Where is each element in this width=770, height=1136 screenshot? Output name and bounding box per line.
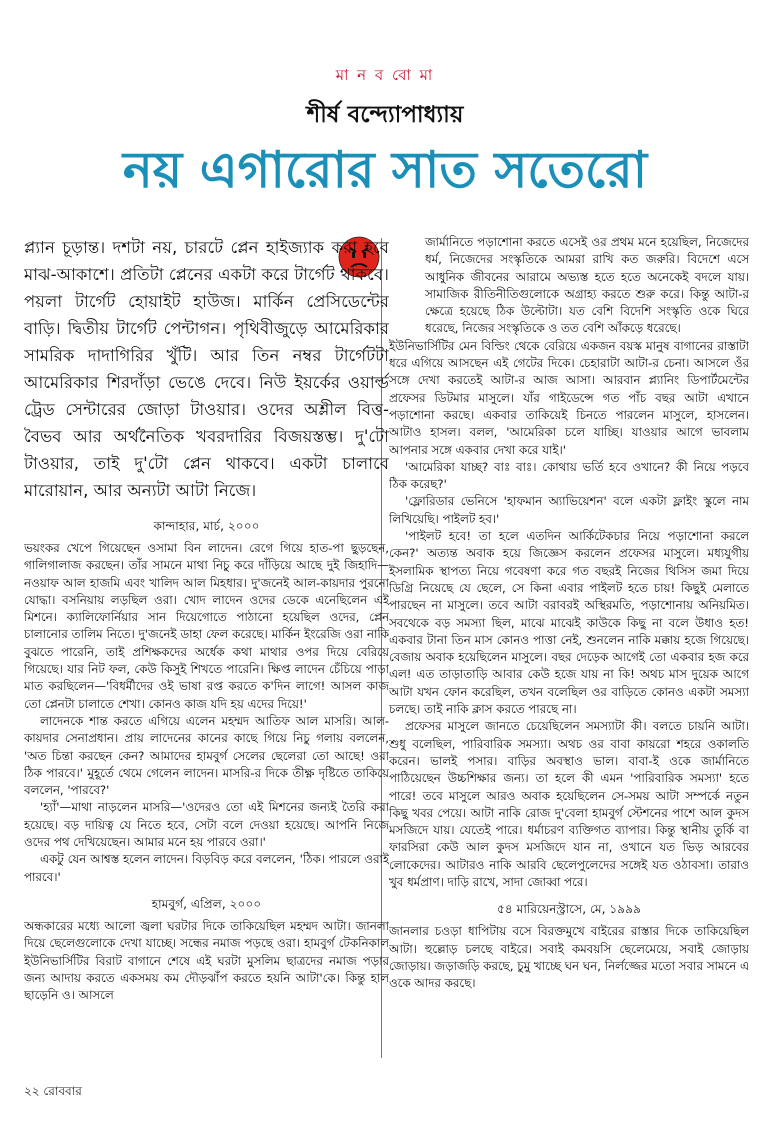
dateline-hamburg: হামবুর্গ, এপ্রিল, ২০০০	[151, 896, 262, 911]
body-paragraph: 'পাইলট হবে! তা হলে এতদিন আর্কিটেকচার নিয়ে পড়াশোনা করলে কেন?' অত্যন্ত অবাক হয়ে জিজ্ঞেস করলেন প্রফেসর মাসুলে। মধ্যযুগীয় ইসলামিক স্থাপত্য নিয়ে গবেষণা করে গত বছরই নিজের থিসিস জমা দিয়ে ডিগ্রি নিয়েছে যে ছেলে, সে কিনা এবার পাইলট হতে চায়! কিছুই মেলাতে পারছেন না মাসুলে। তবে আটা বরাবরই অস্থিরমতি, পড়াশোনায় অনিয়মিত। সবথেকে বড় সমস্যা ছিল, মাঝে মাঝেই কাউকে কিছু না বলে উধাও হত! একবার টানা তিন মাস কোনও পাত্তা নেই, শুনলেন নাকি মক্কায় হজে গিয়েছে। বেজায় অবাক হয়েছিলেন মাসুলে। বছর দেড়েক আগেই তো একবার হজ করে এল! এত তাড়াতাড়ি আবার কেউ হজে যায় না কি! অথচ মাস দুয়েক আগে আটা যখন ফোন করেছিল, তখন বলেছিল ওর বাড়িতে কোনও একটা সমস্যা চলছে। তাই নাকি ক্লাস করতে পারছে না।	[389, 529, 749, 717]
body-paragraph: প্রফেসর মাসুলে জানতে চেয়েছিলেন সমস্যাটা কী। বলতে চায়নি আটা। শুধু বলেছিল, পারিবারিক সমস্যা। অথচ ওর বাবা কায়রো শহরে ওকালতি করেন। ভালই পসার। বাড়ির অবস্থাও ভাল। বাবা-ই ওকে জার্মানিতে পাঠিয়েছেন উচ্চশিক্ষার জন্য। তা হলে কী এমন 'পারিবারিক সমস্যা' হতে পারে! তবে মাসুলে আরও অবাক হয়েছিলেন সে-সময় আটা সম্পর্কে নতুন কিছু খবর পেয়ে। আটা নাকি রোজ দু'বেলা হামবুর্গ স্টেশনের পাশে আল কুদস মসজিদে যায়। যেতেই পারে। ধর্মাচরণ ব্যক্তিগত ব্যাপার। কিন্তু স্থানীয় তুর্কি বা ফারসিরা কেউ আল কুদস মসজিদে যান না, ওখানে যত ভিড় আরবের লোকেদের। আটারও নাকি আরবি ছেলেপুলেদের সঙ্গেই যত ওঠাবসা। তারাও খুব ধর্মপ্রাণ। দাড়ি রাখে, সাদা জোব্বা পরে।	[389, 719, 749, 889]
body-paragraph: লাদেনকে শান্ত করতে এগিয়ে এলেন মহম্মদ আতিফ আল মাসরি। আল-কায়দার সেনাপ্রধান। প্রায় লাদেনের কানের কাছে গিয়ে নিচু গলায় বললেন, 'অত চিন্তা করছেন কেন? আমাদের হামবুর্গ সেলের ছেলেরা তো আছে! ওরা ঠিক পারবে।' মুহূর্তে থেমে গেলেন লাদেন। মাসরি-র দিকে তীক্ষ্ণ দৃষ্টিতে তাকিয়ে বললেন, 'পারবে?'	[24, 713, 389, 798]
byline: শীর্ষ বন্দ্যোপাধ্যায়	[306, 102, 464, 128]
body-paragraph: 'হ্যাঁ'—মাথা নাড়লেন মাসরি—'ওদেরও তো এই মিশনের জন্যই তৈরি করা হয়েছে। বড় দায়িত্ব যে নিতে হবে, সেটা বলে দেওয়া হয়েছে। আপনি নিজে ওদের পথ দেখিয়েছেন। আমার মনে হয় পারবে ওরা।'	[24, 800, 389, 850]
body-paragraph: একটু যেন আশ্বস্ত হলেন লাদেন। বিড়বিড় করে বললেন, 'ঠিক। পারলে ওরাই পারবে।'	[24, 852, 389, 884]
dateline-marienstrasse: ৫৪ মারিয়েনস্ট্রাসে, মে, ১৯৯৯	[496, 902, 642, 917]
body-paragraph: 'ফ্লোরিডার ভেনিসে 'হাফমান অ্যাভিয়েশন' বলে একটা ফ্লাইং স্কুলে নাম লিখিয়েছি। পাইলট হব।'	[389, 494, 749, 526]
body-paragraph: ইউনিভার্সিটির মেন বিল্ডিং থেকে বেরিয়ে একজন বয়স্ক মানুষ বাগানের রাস্তাটা ধরে এগিয়ে আসছেন এই গেটের দিকে। চেহারাটা আটা-র চেনা। আসলে ওঁর সঙ্গে দেখা করতেই আটা-র আজ আসা। আরবান প্ল্যানিং ডিপার্টমেন্টের প্রফেসর ডিটমার মাসুলে। যাঁর গাইডেন্সে গত পাঁচ বছর আটা এখানে পড়াশোনা করছে। একবার তাকিয়েই চিনতে পারলেন মাসুলে, হাসলেন। আটাও হাসল। বলল, 'আমেরিকা চলে যাচ্ছি। যাওয়ার আগে ভাবলাম আপনার সঙ্গে একবার দেখা করে যাই।'	[389, 338, 749, 457]
dateline-kandahar: কান্দাহার, মার্চ, ২০০০	[153, 519, 260, 533]
body-paragraph: 'আমেরিকা যাচ্ছ? বাঃ বাঃ। কোথায় ভর্তি হবে ওখানে? কী নিয়ে পড়বে ঠিক করেছ?'	[389, 459, 749, 492]
section-tag: মা ন ব বো মা	[335, 66, 435, 84]
headline: নয় এগারোর সাত সতেরো	[122, 141, 648, 199]
body-paragraph: জার্মানিতে পড়াশোনা করতে এসেই ওর প্রথম মনে হয়েছিল, নিজেদের ধর্ম, নিজেদের সংস্কৃতিকে আমরা রাখি কত জরুরি। বিদেশে এসে আধুনিক জীবনের আরামে অভ্যস্ত হতে হতে অনেকেই বদলে যায়। সামাজিক রীতিনীতিগুলোকে অগ্রাহ্য করতে শুরু করে। কিন্তু আটা-র ক্ষেত্রে হয়েছে ঠিক উল্টোটা। যত বেশি বিদেশি সংস্কৃতি ওকে ঘিরে ধরেছে, নিজের সংস্কৃতিকে ও তত বেশি আঁকড়ে ধরেছে।	[425, 235, 749, 336]
page-footer: ২২ রোববার	[24, 1084, 82, 1098]
body-paragraph: জানলার চওড়া ধাপিটায় বসে বিরক্তমুখে বাইরের রাস্তার দিকে তাকিয়েছিল আটা। হুল্লোড় চলছে বাইরে। সবাই কমবয়সি ছেলেমেয়ে, সবাই জোড়ায় জোড়ায়। জড়াজড়ি করছে, চুমু খাচ্ছে ঘন ঘন, নির্লজ্জের মতো সবার সামনে এ ওকে আদর করছে।	[389, 924, 749, 991]
right-column	[389, 234, 749, 1064]
left-column	[24, 234, 389, 1064]
intro-paragraph: প্ল্যান চূড়ান্ত। দশটা নয়, চারটে প্লেন হাইজ্যাক করা হবে মাঝ-আকাশে। প্রতিটা প্লেনের একটা করে টার্গেট থাকবে। পয়লা টার্গেট হোয়াইট হাউজ। মার্কিন প্রেসিডেন্টের বাড়ি। দ্বিতীয় টার্গেট পেন্টাগন। পৃথিবীজুড়ে আমেরিকার সামরিক দাদাগিরির খুঁটি। আর তিন নম্বর টার্গেটটা আমেরিকার শিরদাঁড়া ভেঙে দেবে। নিউ ইয়র্কের ওয়ার্ল্ড ট্রেড সেন্টারের জোড়া টাওয়ার। ওদের অশ্লীল বিত্ত-বৈভব আর অর্থনৈতিক খবরদারির বিজয়স্তম্ভ। দু'টো টাওয়ার, তাই দু'টো প্লেন থাকবে। একটা চালাবে মারোয়ান, আর অন্যটা আটা নিজে।	[24, 238, 389, 500]
body-paragraph: ভয়ংকর খেপে গিয়েছেন ওসামা বিন লাদেন। রেগে গিয়ে হাত-পা ছুড়ছেন, গালিগালাজ করছেন। তাঁর সামনে মাথা নিচু করে দাঁড়িয়ে আছে দুই জিহাদি—নওয়াফ আল হাজমি এবং খালিদ আল মিহধার। দু'জনেই আল-কায়দার পুরনো যোদ্ধা। বসনিয়ায় লড়ছিল ওরা। খোদ লাদেন ওদের ডেকে এনেছিলেন এই মিশনে। ক্যালিফোর্নিয়ার সান দিয়েগোতে পাঠানো হয়েছিল ওদের, প্লেন চালানোর তালিম নিতে। দু'জনেই ডাহা ফেল করেছে। মার্কিন ইংরেজি ওরা নাকি বুঝতে পারেনি, তাই প্রশিক্ষকদের অর্ধেক কথা মাথার ওপর দিয়ে বেরিয়ে গিয়েছে। যার নিট ফল, কেউ কিসুই শিখতে পারেনি। ক্ষিপ্ত লাদেন চেঁচিয়ে পাড়া মাত করছিলেন—'বিধর্মীদের ওই ভাষা রপ্ত করতে ক'দিন লাগে! আসল কাজ তো প্লেনটা চালাতে শেখা। কোনও কাজ যদি হয় এদের দিয়ে!'	[24, 541, 389, 711]
body-paragraph: অন্ধকারের মধ্যে আলো জ্বলা ঘরটার দিকে তাকিয়েছিল মহম্মদ আটা। জানলা দিয়ে ছেলেগুলোকে দেখা যাচ্ছে। সন্ধের নমাজ পড়ছে ওরা। হামবুর্গ টেকনিকাল ইউনিভার্সিটির বিরাট বাগানে শেষে এই ঘরটা মুসলিম ছাত্রদের নমাজ পড়ার জন্য আদায় করতে একসময় কম দৌড়ঝাঁপ করতে হয়নি আটা'কে। কিন্তু হাল ছাড়েনি ও। আসলে	[24, 918, 389, 1003]
